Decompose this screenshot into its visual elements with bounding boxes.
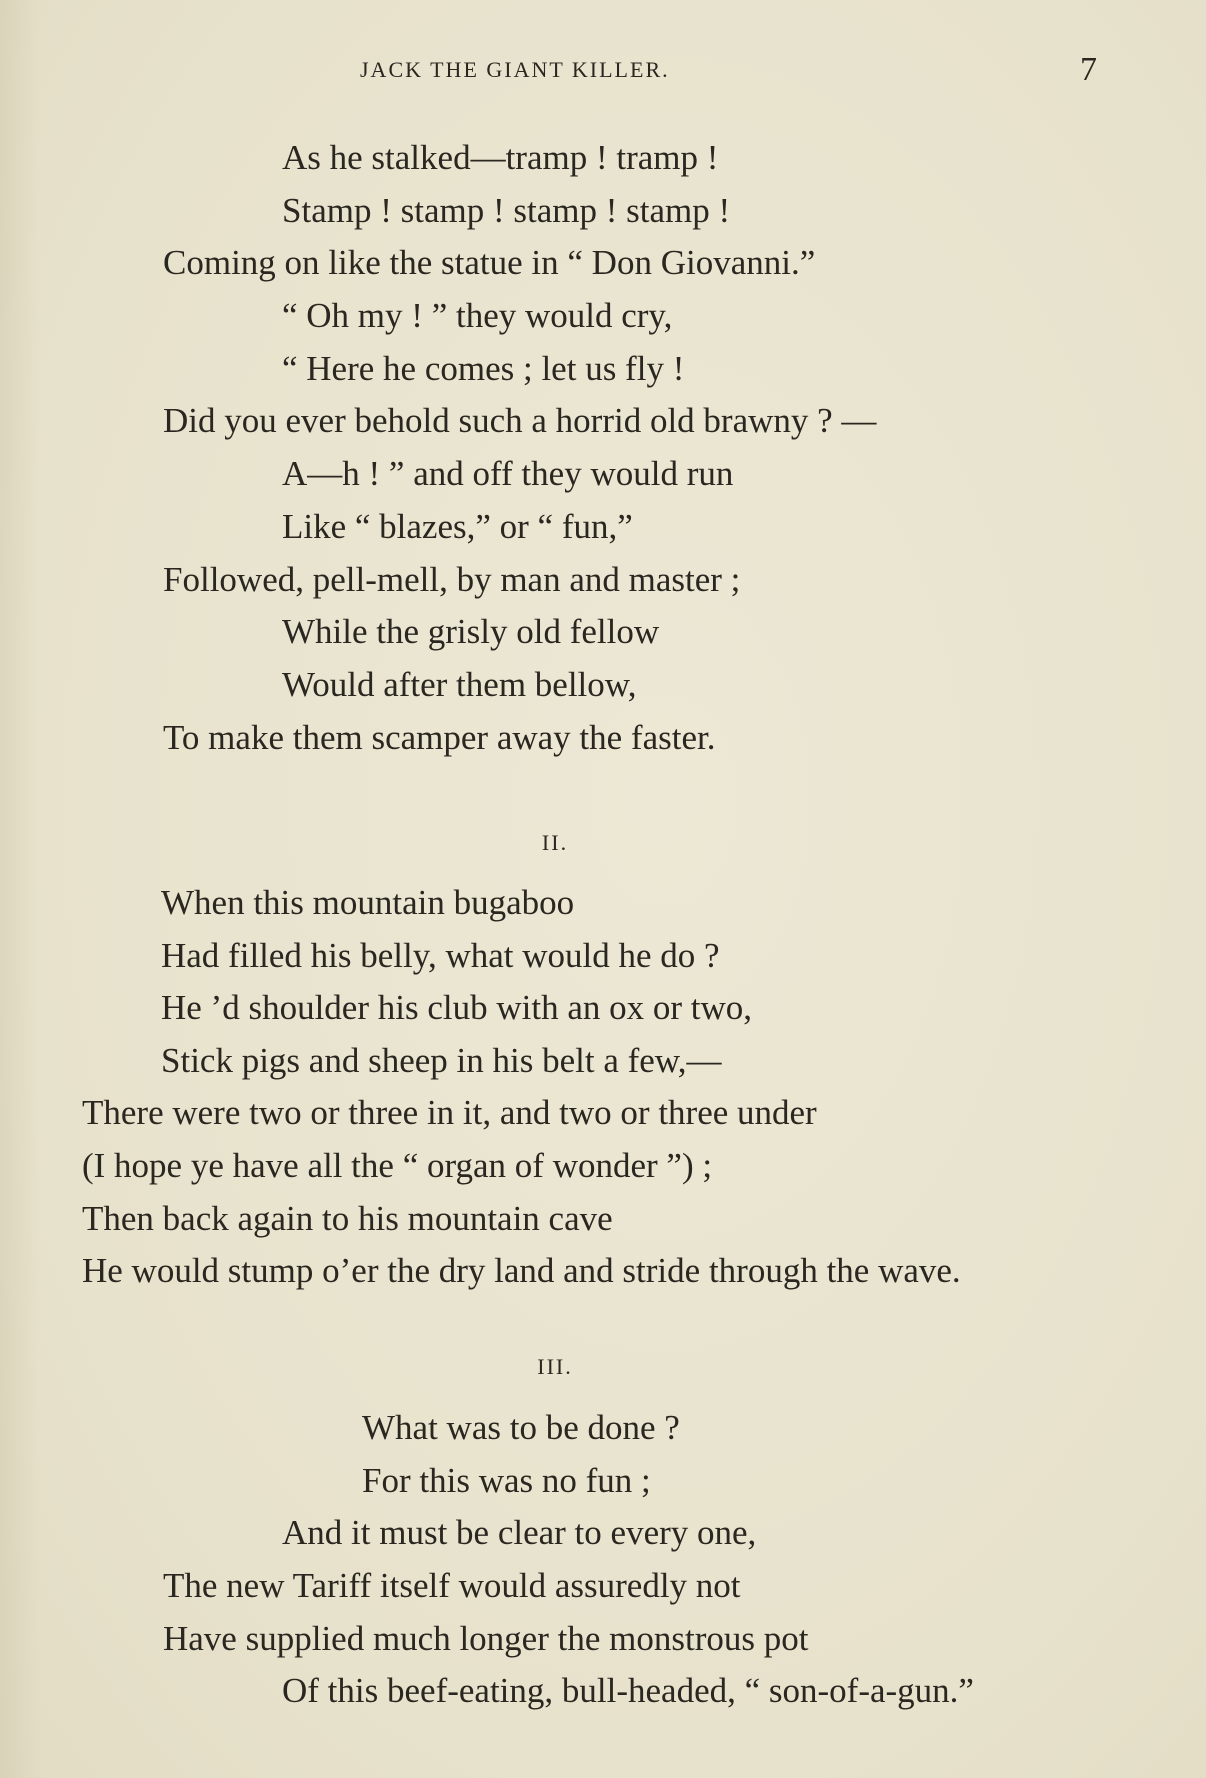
verse-line: Have supplied much longer the monstrous pot	[163, 1619, 809, 1658]
verse-line: Coming on like the statue in “ Don Giovanni.”	[163, 243, 816, 282]
verse-line: Would after them bellow,	[282, 665, 637, 704]
verse-line: And it must be clear to every one,	[282, 1513, 757, 1552]
verse-line: “ Here he comes ; let us fly !	[282, 349, 685, 388]
verse-line: Of this beef-eating, bull-headed, “ son-of-a-gun.”	[282, 1671, 974, 1710]
stanza-number: III.	[537, 1354, 573, 1379]
verse-line: “ Oh my ! ” they would cry,	[282, 296, 673, 335]
verse-line: He ’d shoulder his club with an ox or two,	[161, 988, 753, 1027]
verse-line: A—h ! ” and off they would run	[282, 454, 734, 493]
verse-line: For this was no fun ;	[362, 1461, 651, 1500]
verse-line: Stamp ! stamp ! stamp ! stamp !	[282, 191, 731, 230]
running-header	[0, 51, 1206, 88]
verse-line: There were two or three in it, and two or three under	[82, 1093, 817, 1132]
verse-line: As he stalked—tramp ! tramp !	[282, 138, 719, 177]
running-title: JACK THE GIANT KILLER.	[360, 57, 670, 82]
verse-line: Had filled his belly, what would he do ?	[161, 936, 720, 975]
verse-line: Followed, pell-mell, by man and master ;	[163, 560, 741, 599]
verse-line: Did you ever behold such a horrid old brawny ? —	[163, 401, 877, 440]
verse-line: The new Tariff itself would assuredly not	[163, 1566, 741, 1605]
verse-line: While the grisly old fellow	[282, 612, 660, 651]
verse-line: Then back again to his mountain cave	[82, 1199, 613, 1238]
page-number: 7	[1080, 51, 1097, 88]
verse-line: Stick pigs and sheep in his belt a few,—	[161, 1041, 722, 1080]
verse-line: Like “ blazes,” or “ fun,”	[282, 507, 633, 546]
verse-line: He would stump o’er the dry land and stride through the wave.	[82, 1251, 961, 1290]
verse-line: (I hope ye have all the “ organ of wonder ”) ;	[82, 1146, 713, 1185]
verse-line: To make them scamper away the faster.	[163, 718, 716, 757]
stanza-number: II.	[541, 830, 569, 855]
verse-line: What was to be done ?	[362, 1408, 680, 1447]
verse-line: When this mountain bugaboo	[161, 883, 575, 922]
